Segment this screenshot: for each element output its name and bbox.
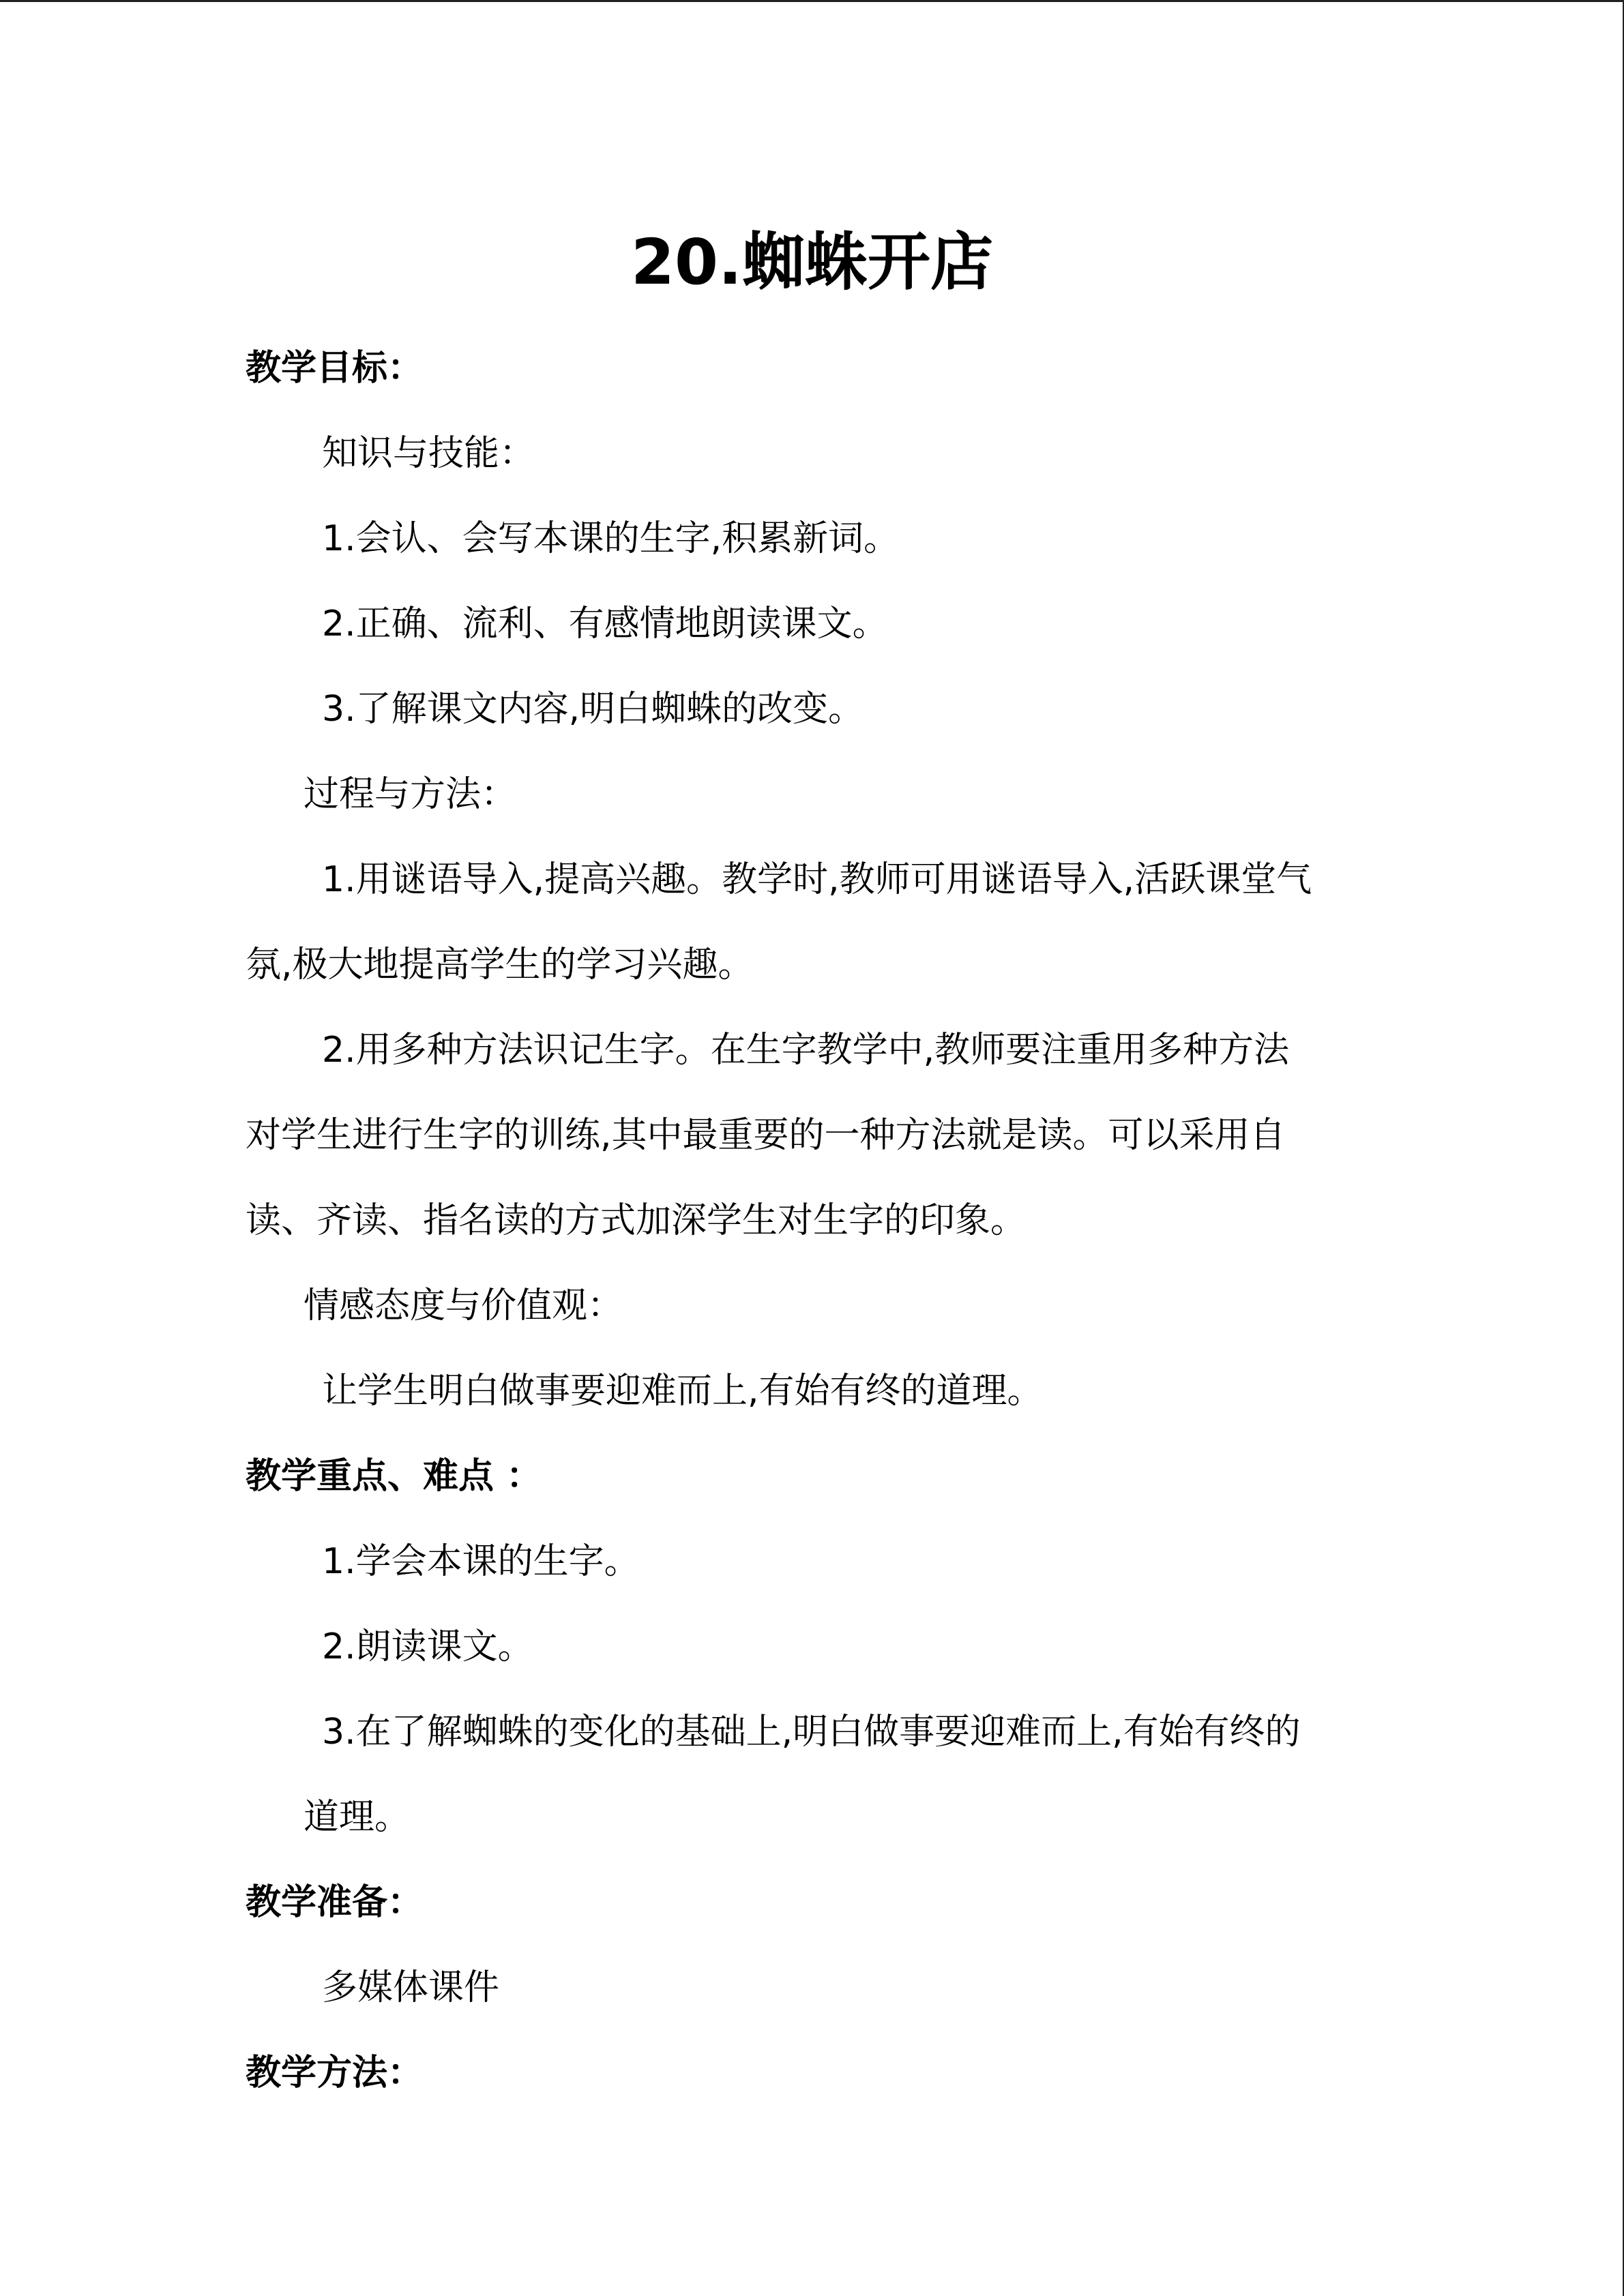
method-heading: 教学方法：	[246, 2053, 424, 2093]
knowledge-subheading: 知识与技能：	[322, 433, 535, 474]
process-item-1-line-2: 氛,极大地提高学生的学习兴趣。	[246, 944, 754, 985]
process-item-2-line-2: 对学生进行生字的训练,其中最重要的一种方法就是读。可以采用自	[246, 1115, 1286, 1156]
knowledge-item-3: 3.了解课文内容,明白蜘蛛的改变。	[322, 689, 864, 730]
objectives-heading: 教学目标：	[246, 348, 424, 389]
keypoints-item-3-line-1: 3.在了解蜘蛛的变化的基础上,明白做事要迎难而上,有始有终的	[322, 1712, 1301, 1753]
process-item-1-line-1: 1.用谜语导入,提高兴趣。教学时,教师可用谜语导入,活跃课堂气	[322, 859, 1312, 900]
knowledge-item-1: 1.会认、会写本课的生字,积累新词。	[322, 518, 900, 559]
document-title: 20.蜘蛛开店	[631, 226, 993, 299]
process-item-2-line-1: 2.用多种方法识记生字。在生字教学中,教师要注重用多种方法	[322, 1030, 1290, 1071]
process-item-2-line-3: 读、齐读、指名读的方式加深学生对生字的印象。	[246, 1200, 1027, 1241]
page-border-top	[0, 0, 1624, 2]
prep-text: 多媒体课件	[322, 1967, 500, 2008]
keypoints-item-1: 1.学会本课的生字。	[322, 1541, 640, 1582]
emotion-subheading: 情感态度与价值观：	[304, 1285, 623, 1326]
prep-heading: 教学准备：	[246, 1882, 424, 1923]
emotion-text: 让学生明白做事要迎难而上,有始有终的道理。	[322, 1371, 1043, 1412]
keypoints-item-2: 2.朗读课文。	[322, 1626, 533, 1667]
keypoints-heading: 教学重点、难点 ：	[246, 1456, 542, 1497]
process-subheading: 过程与方法：	[304, 774, 517, 815]
knowledge-item-2: 2.正确、流利、有感情地朗读课文。	[322, 603, 888, 644]
keypoints-item-3-line-2: 道理。	[304, 1797, 411, 1838]
